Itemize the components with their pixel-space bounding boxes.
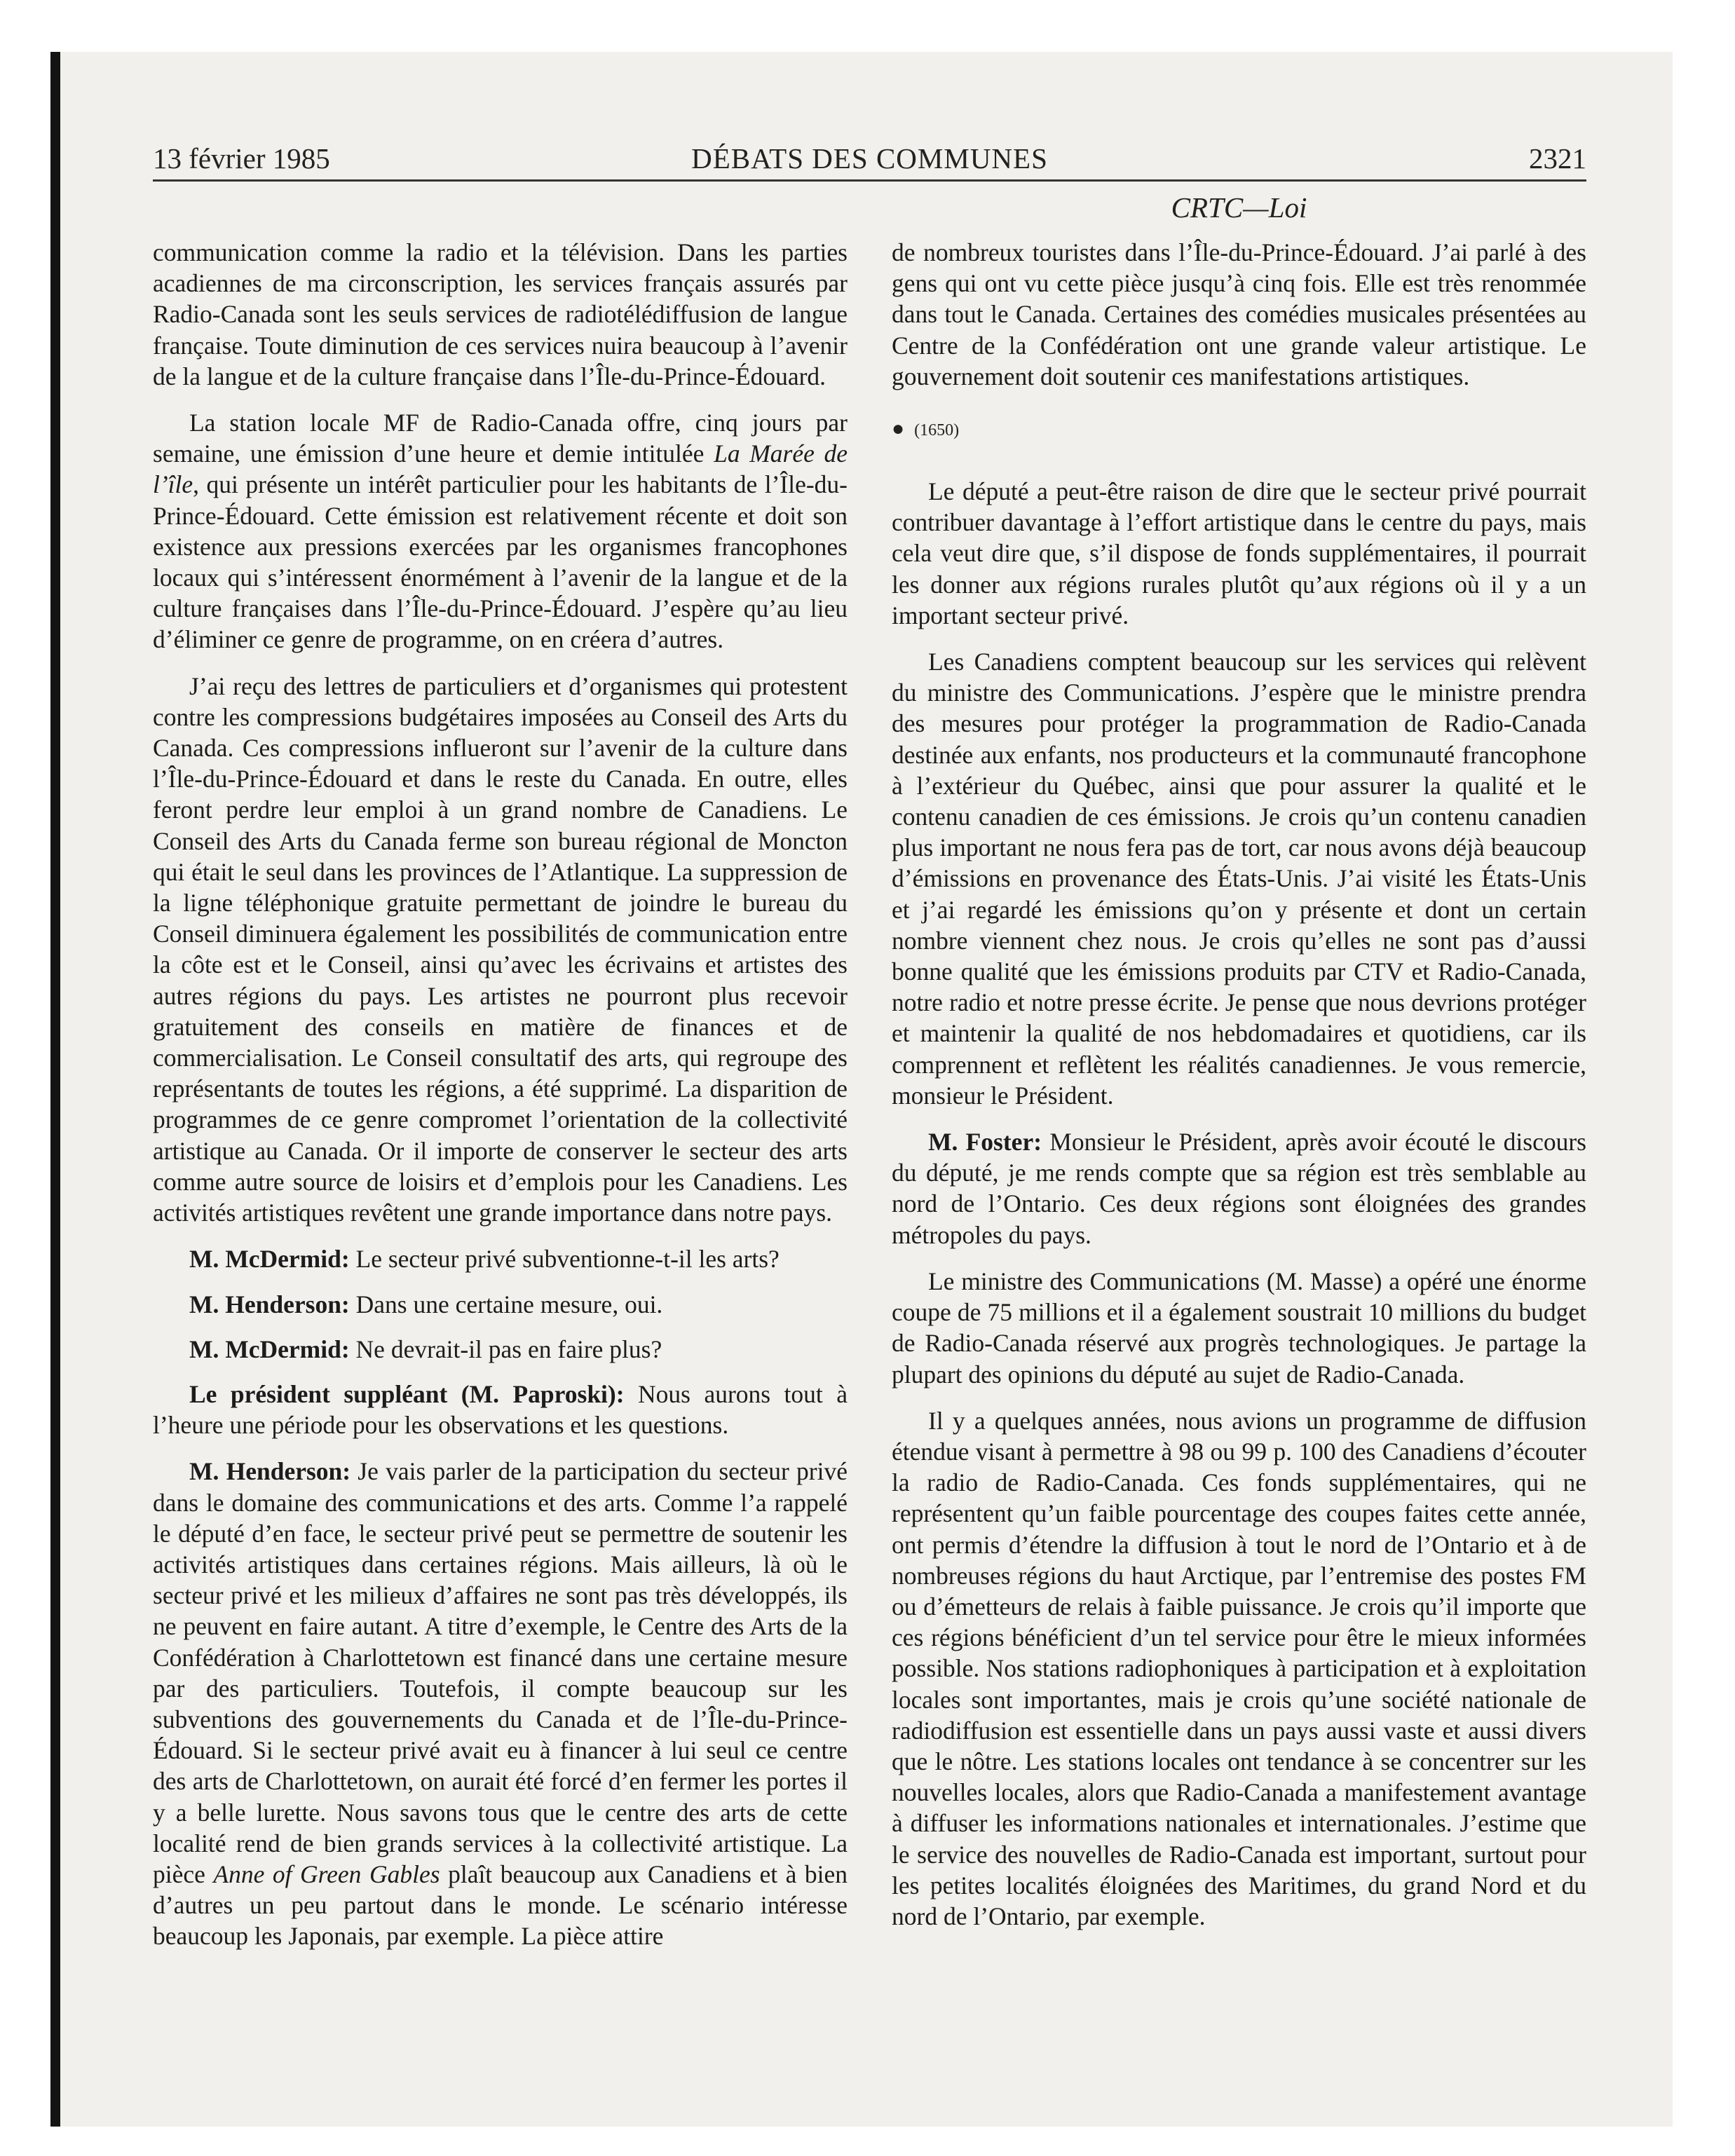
paragraph: communication comme la radio et la télévision. Dans les parties acadiennes de ma circonscription, les services français assurés par Radio-Canada sont les seuls services de radiotélédiffusion de langue française. Toute diminution de ces services nuira beaucoup à l’avenir de la langue et de la culture française dans l’Île-du-Prince-Édouard. <box>153 238 848 390</box>
header-page-number: 2321 <box>1529 142 1586 175</box>
speech-text: plaît beaucoup aux Canadiens et à bien d’autres un peu partout dans le monde. Le scénario intéresse beaucoup les Japonais, par exemple. La pièce attire <box>153 1860 848 1951</box>
left-column <box>153 237 848 1967</box>
speech <box>153 1243 848 1274</box>
paragraph: Les Canadiens comptent beaucoup sur les services qui relèvent du ministre des Communications. J’espère que le ministre prendra des mesures pour protéger la programmation de Radio-Canada destinée aux enfants, nos producteurs et la communauté francophone à l’extérieur du Québec, ainsi que pour assurer la qualité et le contenu canadien de ces émissions. Je crois qu’un contenu canadien plus important ne nous fera pas de tort, car nous avons déjà beaucoup d’émissions en provenance des États-Unis. J’ai visité les États-Unis et j’ai regardé les émissions qu’on y présente et dont un certain nombre viennent chez nous. Je crois qu’elles ne sont pas d’aussi bonne qualité que les émissions produits par CTV et Radio-Canada, notre radio et notre presse écrite. Je pense que nous devrions protéger et maintenir la qualité de nos hebdomadaires et quotidiens, car ils comprennent et reflètent les réalités canadiennes. Je vous remercie, monsieur le Président. <box>892 648 1586 1110</box>
program-title: La Marée de l’île <box>153 439 848 499</box>
header-rule <box>153 179 1586 182</box>
header-title: DÉBATS DES COMMUNES <box>691 142 1048 175</box>
speech <box>892 1126 1586 1250</box>
page-header <box>153 139 1586 181</box>
speech-text: Dans une certaine mesure, oui. <box>349 1290 663 1318</box>
play-title: Anne of Green Gables <box>213 1860 440 1888</box>
paragraph: Le député a peut-être raison de dire que le secteur privé pourrait contribuer davantage à l’effort artistique dans le centre du pays, mais cela veut dire que, s’il dispose de fonds supplémentaires, il pourrait les donner aux régions rurales plutôt qu’aux régions où il y a un important secteur privé. <box>892 477 1586 629</box>
speaker-name: Le président suppléant (M. Paproski): <box>189 1379 625 1408</box>
speech <box>153 1289 848 1320</box>
paragraph <box>153 407 848 655</box>
speech <box>153 1379 848 1440</box>
speaker-name: M. McDermid: <box>189 1245 350 1274</box>
text-run: La station locale MF de Radio-Canada offre, cinq jours par semaine, une émission d’une heure et demie intitulée <box>153 409 848 468</box>
speech <box>153 1334 848 1365</box>
bullet-icon: ● <box>892 417 905 441</box>
speaker-name: M. Foster: <box>928 1128 1042 1157</box>
right-column <box>892 237 1586 1947</box>
time-marker <box>892 418 1586 441</box>
speaker-name: M. Henderson: <box>189 1457 351 1486</box>
header-date: 13 février 1985 <box>153 142 330 175</box>
scan-edge-bar <box>50 52 60 2127</box>
paragraph: Il y a quelques années, nous avions un programme de diffusion étendue visant à permettre à 98 ou 99 p. 100 des Canadiens d’écouter la radio de Radio-Canada. Ces fonds supplémentaires, qui ne représentent qu’un faible pourcentage des coupes faites cette année, ont permis d’étendre la diffusion à tout le nord de l’Ontario et à de nombreuses régions du haut Arctique, par l’entremise des postes FM ou d’émetteurs de relais à faible puissance. Je crois qu’il importe que ces régions bénéficient d’un tel service pour être le mieux informées possible. Nos stations radiophoniques à participation et à exploitation locales sont importantes, mais je crois qu’une société nationale de radiodiffusion est essentielle dans un pays aussi vaste et aussi divers que le nôtre. Les stations locales ont tendance à se concentrer sur les nouvelles locales, alors que Radio-Canada a manifestement avantage à diffuser les informations nationales et internationales. J’estime que le service des nouvelles de Radio-Canada est important, surtout pour les petites localités éloignées des Maritimes, du grand Nord et du nord de l’Ontario, par exemple. <box>892 1406 1586 1930</box>
section-subhead: CRTC—Loi <box>1171 191 1307 224</box>
time-marker-text: (1650) <box>914 421 960 440</box>
speech-text: Ne devrait-il pas en faire plus? <box>349 1335 662 1363</box>
paragraph: de nombreux touristes dans l’Île-du-Prince-Édouard. J’ai parlé à des gens qui ont vu cette pièce jusqu’à cinq fois. Elle est très renommée dans tout le Canada. Certaines des comédies musicales présentées au Centre de la Confédération ont une grande valeur artistique. Le gouvernement doit soutenir ces manifestations artistiques. <box>892 238 1586 390</box>
speech-text: Monsieur le Président, après avoir écouté le discours du député, je me rends compte que sa région est très semblable au nord de l’Ontario. Ces deux régions sont éloignées des grandes métropoles du pays. <box>892 1128 1586 1249</box>
speaker-name: M. Henderson: <box>189 1290 350 1318</box>
paragraph: Le ministre des Communications (M. Masse) a opéré une énorme coupe de 75 millions et il a également soustrait 10 millions du budget de Radio-Canada réservé aux progrès technologiques. Je partage la plupart des opinions du député au sujet de Radio-Canada. <box>892 1267 1586 1389</box>
speech-text: Le secteur privé subventionne-t-il les arts? <box>349 1245 780 1274</box>
speech <box>153 1456 848 1951</box>
speech-text: Nous aurons tout à l’heure une période pour les observations et les questions. <box>153 1379 848 1440</box>
speech-text: Je vais parler de la participation du secteur privé dans le domaine des communications et des arts. Comme l’a rappelé le député d’en face, le secteur privé peut se permettre de soutenir les activités artistiques dans certaines régions. Mais ailleurs, là où le secteur privé et les milieux d’affaires ne sont pas très développés, ils ne peuvent en faire autant. A titre d’exemple, le Centre des Arts de la Confédération à Charlottetown est financé dans une certaine mesure par des particuliers. Toutefois, il compte beaucoup sur les subventions des gouvernements du Canada et de l’Île-du-Prince-Édouard. Si le secteur privé avait eu à financer à lui seul ce centre des arts de Charlottetown, on aurait été forcé d’en fermer les portes il y a belle lurette. Nous savons tous que le centre des arts de cette localité rend de bien grands services à la collectivité artistique. La pièce <box>153 1457 848 1888</box>
text-run: , qui présente un intérêt particulier pour les habitants de l’Île-du-Prince-Édouard. Cette émission est relativement récente et doit son existence aux pressions exercées par les organismes francophones locaux qui s’intéressent énormément à l’avenir de la langue et de la culture françaises dans l’Île-du-Prince-Édouard. J’espère qu’au lieu d’éliminer ce genre de programme, on en créera d’autres. <box>153 470 848 654</box>
paragraph: J’ai reçu des lettres de particuliers et d’organismes qui protestent contre les compressions budgétaires imposées au Conseil des Arts du Canada. Ces compressions influeront sur l’avenir de la culture dans l’Île-du-Prince-Édouard et dans le reste du Canada. En outre, elles feront perdre leur emploi à un grand nombre de Canadiens. Le Conseil des Arts du Canada ferme son bureau régional de Moncton qui était le seul dans les provinces de l’Atlantique. La suppression de la ligne téléphonique gratuite permettant de joindre le bureau du Conseil diminuera également les possibilités de communication entre la côte est et le Conseil, ainsi qu’avec les écrivains et artistes des autres régions du pays. Les artistes ne pourront plus recevoir gratuitement des conseils en matière de finances et de commercialisation. Le Conseil consultatif des arts, qui regroupe des représentants de toutes les régions, a été supprimé. La disparition de programmes de ce genre compromet l’orientation de la collectivité artistique au Canada. Or il importe de conserver le secteur des arts comme autre source de loisirs et d’emplois pour les Canadiens. Les activités artistiques revêtent une grande importance dans notre pays. <box>153 671 848 1227</box>
speaker-name: M. McDermid: <box>189 1335 350 1363</box>
